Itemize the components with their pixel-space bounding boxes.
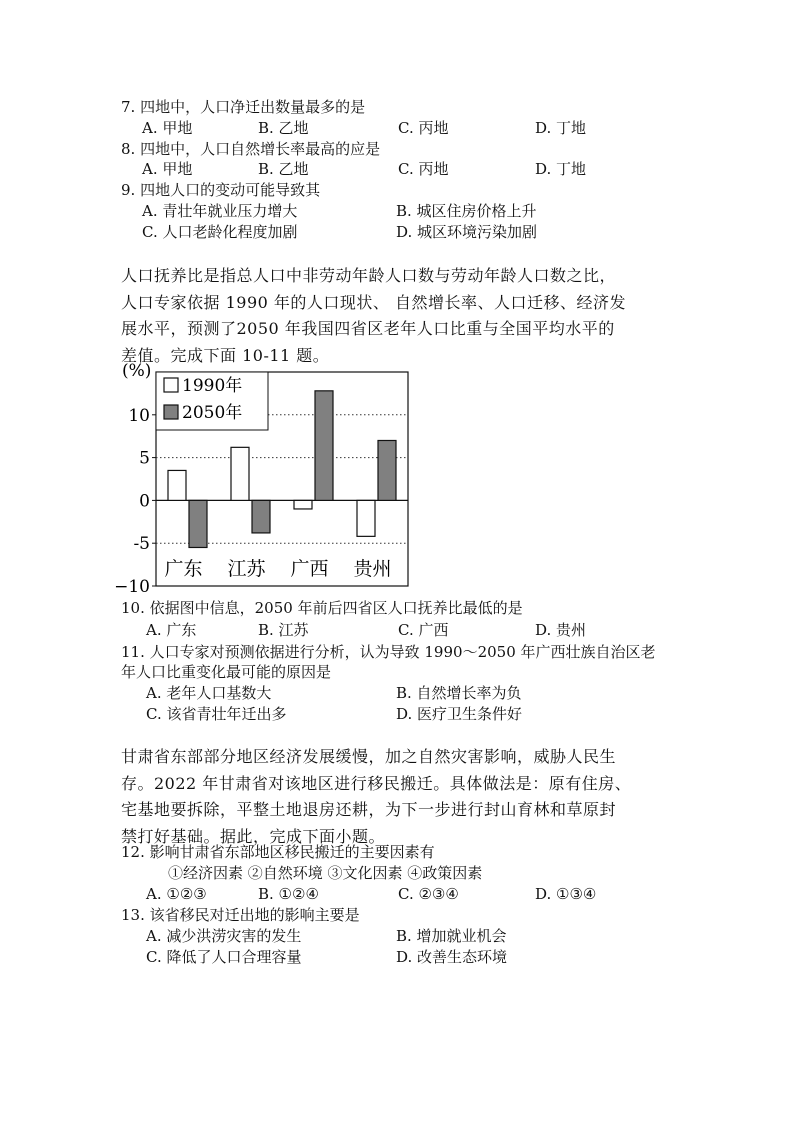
q10-stem: 10. 依据图中信息，2050 年前后四省区人口抚养比最低的是 bbox=[121, 599, 523, 617]
bar-1990-1 bbox=[231, 447, 249, 500]
legend-label-2050: 2050年 bbox=[182, 403, 243, 423]
elderly-population-bar-chart bbox=[114, 358, 418, 597]
y-tick-label: 0 bbox=[139, 491, 150, 512]
q8-option-d: D. 丁地 bbox=[535, 160, 587, 178]
bar-1990-0 bbox=[168, 470, 186, 500]
passage-gansu-migration bbox=[121, 744, 681, 850]
q7-option-b: B. 乙地 bbox=[258, 119, 309, 137]
category-label: 贵州 bbox=[353, 558, 392, 580]
q10-option-b: B. 江苏 bbox=[258, 621, 309, 639]
q7-stem: 7. 四地中，人口净迁出数量最多的是 bbox=[121, 98, 366, 116]
q8-stem: 8. 四地中，人口自然增长率最高的应是 bbox=[121, 140, 381, 158]
bar-2050-2 bbox=[315, 391, 333, 501]
q8-option-a: A. 甲地 bbox=[142, 160, 193, 178]
q8-option-c: C. 丙地 bbox=[398, 160, 449, 178]
q13-option-d: D. 改善生态环境 bbox=[396, 948, 508, 966]
category-label: 广东 bbox=[164, 558, 203, 580]
q10-option-c: C. 广西 bbox=[398, 621, 449, 639]
legend-swatch-1990 bbox=[164, 378, 178, 392]
y-tick-label: −10 bbox=[114, 577, 150, 597]
passage2-line: 存。2022 年甘肃省对该地区进行移民搬迁。具体做法是：原有住房、 bbox=[121, 773, 632, 793]
q12-factor-list: ①经济因素 ②自然环境 ③文化因素 ④政策因素 bbox=[168, 864, 483, 882]
q13-option-c: C. 降低了人口合理容量 bbox=[146, 948, 302, 966]
passage1-line: 人口专家依据 1990 年的人口现状、 自然增长率、人口迁移、经济发 bbox=[121, 292, 626, 312]
q9-option-a: A. 青壮年就业压力增大 bbox=[142, 202, 298, 220]
q11-option-c: C. 该省青壮年迁出多 bbox=[146, 705, 287, 723]
q9-option-d: D. 城区环境污染加剧 bbox=[396, 223, 538, 241]
passage2-line: 宅基地要拆除，平整土地退房还耕，为下一步进行封山育林和草原封 bbox=[121, 800, 617, 819]
q12-option-a: A. ①②③ bbox=[146, 885, 207, 903]
q13-option-a: A. 减少洪涝灾害的发生 bbox=[146, 927, 302, 945]
bar-2050-0 bbox=[189, 500, 207, 547]
q12-option-d: D. ①③④ bbox=[535, 885, 597, 903]
passage1-line: 人口抚养比是指总人口中非劳动年龄人口数与劳动年龄人口数之比， bbox=[121, 266, 617, 285]
q7-option-c: C. 丙地 bbox=[398, 119, 449, 137]
q9-option-b: B. 城区住房价格上升 bbox=[396, 202, 537, 220]
bar-2050-3 bbox=[378, 440, 396, 500]
legend-label-1990: 1990年 bbox=[182, 376, 243, 396]
y-tick-label: 10 bbox=[128, 405, 150, 426]
q13-option-b: B. 增加就业机会 bbox=[396, 927, 507, 945]
passage-population-dependency bbox=[121, 263, 681, 369]
y-tick-label: -5 bbox=[133, 534, 150, 555]
passage2-line: 禁打好基础。据此，完成下面小题。 bbox=[121, 826, 386, 846]
q10-option-a: A. 广东 bbox=[146, 621, 197, 639]
legend-swatch-2050 bbox=[164, 405, 178, 419]
q12-option-c: C. ②③④ bbox=[398, 885, 459, 903]
q11-option-d: D. 医疗卫生条件好 bbox=[396, 705, 523, 723]
chart-legend bbox=[156, 372, 268, 430]
q11-option-a: A. 老年人口基数大 bbox=[146, 684, 272, 702]
passage1-line: 差值。完成下面 10-11 题。 bbox=[121, 345, 330, 365]
bar-2050-1 bbox=[252, 500, 270, 533]
q8-option-b: B. 乙地 bbox=[258, 160, 309, 178]
passage2-line: 甘肃省东部部分地区经济发展缓慢，加之自然灾害影响，威胁人民生 bbox=[121, 747, 617, 766]
q11-stem-line2: 年人口比重变化最可能的原因是 bbox=[121, 663, 332, 681]
q12-stem: 12. 影响甘肃省东部地区移民搬迁的主要因素有 bbox=[121, 843, 435, 861]
q13-stem: 13. 该省移民对迁出地的影响主要是 bbox=[121, 906, 360, 924]
q11-stem-line1: 11. 人口专家对预测依据进行分析，认为导致 1990～2050 年广西壮族自治区老 bbox=[121, 643, 656, 661]
q10-option-d: D. 贵州 bbox=[535, 621, 587, 639]
bar-1990-3 bbox=[357, 500, 375, 536]
y-tick-label: 5 bbox=[139, 448, 150, 469]
category-label: 江苏 bbox=[227, 558, 266, 580]
q9-stem: 9. 四地人口的变动可能导致其 bbox=[121, 181, 321, 199]
q7-option-a: A. 甲地 bbox=[142, 119, 193, 137]
category-label: 广西 bbox=[290, 558, 329, 580]
q11-option-b: B. 自然增长率为负 bbox=[396, 684, 522, 702]
y-axis-unit-label: (%) bbox=[122, 361, 152, 381]
q7-option-d: D. 丁地 bbox=[535, 119, 587, 137]
bar-1990-2 bbox=[294, 500, 312, 509]
q9-option-c: C. 人口老龄化程度加剧 bbox=[142, 223, 298, 241]
passage1-line: 展水平，预测了2050 年我国四省区老年人口比重与全国平均水平的 bbox=[121, 319, 615, 338]
q12-option-b: B. ①②④ bbox=[258, 885, 319, 903]
